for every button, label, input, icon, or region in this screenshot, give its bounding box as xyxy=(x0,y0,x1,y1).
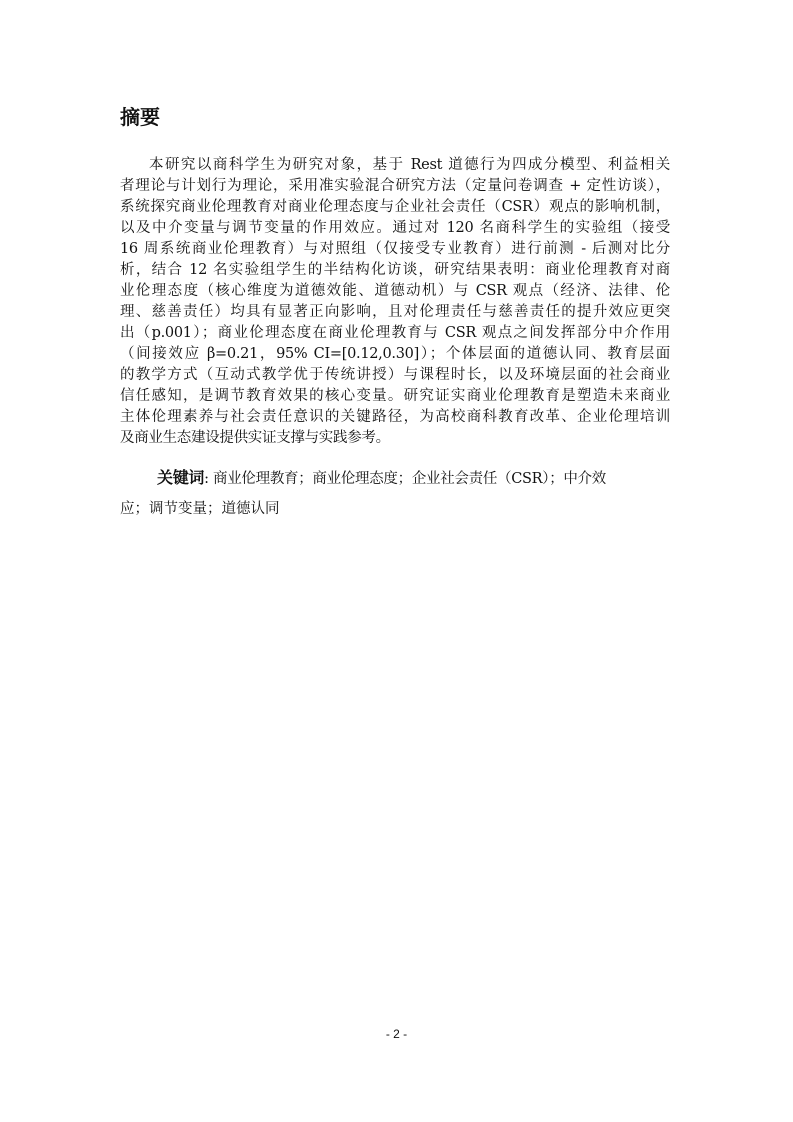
abstract-line: 本研究以商科学生为研究对象，基于 Rest 道德行为四成分模型、利益相关 xyxy=(149,157,670,173)
keywords-colon: : xyxy=(204,471,214,487)
abstract-paragraph xyxy=(120,155,670,449)
keywords-section xyxy=(120,466,670,521)
abstract-line: 16 周系统商业伦理教育）与对照组（仅接受专业教育）进行前测 - 后测对比分 xyxy=(120,241,670,257)
abstract-line: 主体伦理素养与社会责任意识的关键路径，为高校商科教育改革、企业伦理培训 xyxy=(120,409,670,425)
abstract-line: 的教学方式（互动式教学优于传统讲授）与课程时长，以及环境层面的社会商业 xyxy=(120,367,670,383)
abstract-line: 出（p.001）；商业伦理态度在商业伦理教育与 CSR 观点之间发挥部分中介作用 xyxy=(120,325,670,341)
abstract-line: 者理论与计划行为理论，采用准实验混合研究方法（定量问卷调查 + 定性访谈）， xyxy=(120,178,670,194)
abstract-heading: 摘要 xyxy=(120,105,160,129)
abstract-line: 理、慈善责任）均具有显著正向影响，且对伦理责任与慈善责任的提升效应更突 xyxy=(120,304,670,320)
keywords-text-line2: 应；调节变量；道德认同 xyxy=(120,501,280,517)
page-number: - 2 - xyxy=(385,1027,408,1041)
abstract-line: （间接效应 β=0.21，95% CI=[0.12,0.30]）；个体层面的道德认同、教育层面 xyxy=(120,346,670,362)
abstract-line: 及商业生态建设提供实证支撑与实践参考。 xyxy=(120,430,390,446)
abstract-line: 信任感知，是调节教育效果的核心变量。研究证实商业伦理教育是塑造未来商业 xyxy=(120,388,670,404)
abstract-line: 析，结合 12 名实验组学生的半结构化访谈，研究结果表明：商业伦理教育对商 xyxy=(120,262,670,278)
keywords-text-line1: 商业伦理教育；商业伦理态度；企业社会责任（CSR）；中介效 xyxy=(213,471,607,487)
keywords-label: 关键词 xyxy=(157,468,205,487)
abstract-line: 系统探究商业伦理教育对商业伦理态度与企业社会责任（CSR）观点的影响机制， xyxy=(120,199,670,215)
abstract-line: 以及中介变量与调节变量的作用效应。通过对 120 名商科学生的实验组（接受 xyxy=(120,220,670,236)
abstract-line: 业伦理态度（核心维度为道德效能、道德动机）与 CSR 观点（经济、法律、伦 xyxy=(120,283,670,299)
